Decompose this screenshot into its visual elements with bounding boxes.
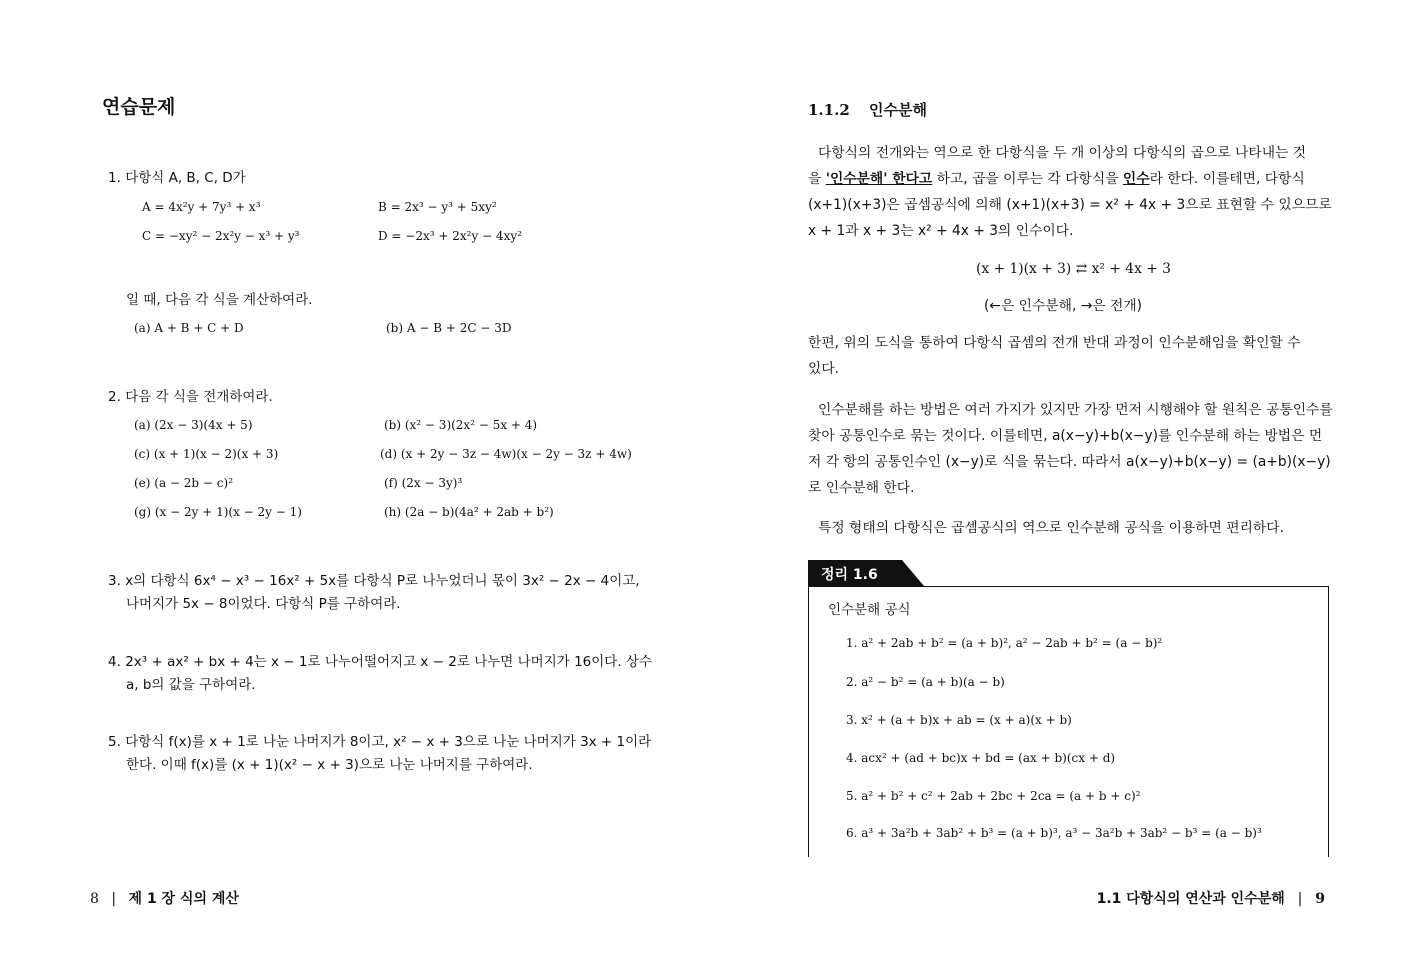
section-heading bbox=[808, 99, 927, 120]
text-run: 을 bbox=[808, 171, 826, 187]
formula-item: 6. a³ + 3a²b + 3ab² + b³ = (a + b)³, a³ − 3a²b + 3ab² − b³ = (a − b)³ bbox=[846, 826, 1262, 840]
paragraph-line: 한편, 위의 도식을 통하여 다항식 곱셈의 전개 반대 과정이 인수분해임을 확인할 수 bbox=[808, 335, 1301, 351]
problem-part: (g) (x − 2y + 1)(x − 2y − 1) bbox=[134, 505, 302, 519]
theorem-tab bbox=[808, 560, 924, 586]
page-number: 8 bbox=[90, 891, 99, 907]
problem-part: (b) A − B + 2C − 3D bbox=[386, 321, 512, 335]
formula-item: 3. x² + (a + b)x + ab = (x + a)(x + b) bbox=[846, 713, 1072, 727]
term-factor: 인수 bbox=[1122, 171, 1150, 187]
section-number: 1.1.2 bbox=[808, 101, 850, 119]
problem-text: x의 다항식 6x⁴ − x³ − 16x² + 5x를 다항식 P로 나누었더니 몫이 3x² − 2x − 4이고, bbox=[125, 573, 640, 589]
paragraph-line bbox=[808, 166, 1305, 192]
problem-5 bbox=[108, 730, 651, 750]
problem-number: 3. bbox=[108, 573, 121, 589]
formula-item: 2. a² − b² = (a + b)(a − b) bbox=[846, 675, 1005, 689]
paragraph-line: 다항식의 전개와는 역으로 한 다항식을 두 개 이상의 다항식의 곱으로 나타내는 것 bbox=[818, 145, 1307, 161]
def-b: B = 2x³ − y³ + 5xy² bbox=[378, 200, 497, 214]
problem-text-cont: a, b의 값을 구하여라. bbox=[126, 677, 256, 693]
section-title: 인수분해 bbox=[869, 101, 927, 119]
problem-stem: 다음 각 식을 전개하여라. bbox=[125, 389, 273, 405]
formula-item: 5. a² + b² + c² + 2ab + 2bc + 2ca = (a + b + c)² bbox=[846, 789, 1141, 803]
problem-part: (e) (a − 2b − c)² bbox=[134, 476, 234, 490]
chapter-title: 제 1 장 식의 계산 bbox=[128, 891, 239, 907]
problem-part: (c) (x + 1)(x − 2)(x + 3) bbox=[134, 447, 279, 461]
paragraph-line: (x+1)(x+3)은 곱셈공식에 의해 (x+1)(x+3) = x² + 4x + 3으로 표현할 수 있으므로 bbox=[808, 197, 1332, 213]
page-title: 연습문제 bbox=[102, 96, 176, 118]
term-factorize: '인수분해' 한다고 bbox=[825, 171, 933, 187]
problem-part: (a) A + B + C + D bbox=[134, 321, 244, 335]
paragraph-line: 특정 형태의 다항식은 곱셈공식의 역으로 인수분해 공식을 이용하면 편리하다. bbox=[818, 520, 1284, 536]
footer-separator: | bbox=[111, 891, 117, 907]
paragraph-line: 있다. bbox=[808, 361, 840, 377]
paragraph-line: 저 각 항의 공통인수인 (x−y)로 식을 묶는다. 따라서 a(x−y)+b(x−y) = (a+b)(x−y) bbox=[808, 454, 1331, 470]
right-footer bbox=[1097, 888, 1325, 908]
problem-number: 4. bbox=[108, 654, 121, 670]
paragraph-line: x + 1과 x + 3는 x² + 4x + 3의 인수이다. bbox=[808, 223, 1074, 239]
paragraph-line: 인수분해를 하는 방법은 여러 가지가 있지만 가장 먼저 시행해야 할 원칙은 공통인수를 bbox=[818, 402, 1333, 418]
formula-item: 1. a² + 2ab + b² = (a + b)², a² − 2ab + b² = (a − b)² bbox=[846, 636, 1163, 650]
problem-3 bbox=[108, 569, 640, 589]
problem-part: (h) (2a − b)(4a² + 2ab + b²) bbox=[384, 505, 554, 519]
text-run: 하고, 곱을 이루는 각 다항식을 bbox=[932, 171, 1123, 187]
problem-part: (a) (2x − 3)(4x + 5) bbox=[134, 418, 253, 432]
problem-instruction: 일 때, 다음 각 식을 계산하여라. bbox=[126, 292, 313, 308]
def-c: C = −xy² − 2x²y − x³ + y³ bbox=[142, 229, 300, 243]
problem-text: 2x³ + ax² + bx + 4는 x − 1로 나누어떨어지고 x − 2로 나누면 나머지가 16이다. 상수 bbox=[125, 654, 652, 670]
def-a: A = 4x²y + 7y³ + x³ bbox=[142, 200, 261, 214]
display-note: (←은 인수분해, →은 전개) bbox=[984, 298, 1143, 314]
problem-number: 2. bbox=[108, 389, 121, 405]
problem-text-cont: 한다. 이때 f(x)를 (x + 1)(x² − x + 3)으로 나눈 나머지를 구하여라. bbox=[126, 757, 533, 773]
problem-stem: 다항식 A, B, C, D가 bbox=[125, 170, 246, 186]
problem-part: (d) (x + 2y − 3z − 4w)(x − 2y − 3z + 4w) bbox=[380, 447, 632, 461]
problem-4 bbox=[108, 650, 652, 670]
paragraph-line: 찾아 공통인수로 묶는 것이다. 이를테면, a(x−y)+b(x−y)를 인수분해 하는 방법은 먼 bbox=[808, 428, 1323, 444]
section-running-title: 1.1 다항식의 연산과 인수분해 bbox=[1096, 891, 1285, 907]
problem-text: 다항식 f(x)를 x + 1로 나눈 나머지가 8이고, x² − x + 3으로 나눈 나머지가 3x + 1이라 bbox=[125, 734, 652, 750]
problem-number: 1. bbox=[108, 170, 121, 186]
problem-number: 5. bbox=[108, 734, 121, 750]
problem-part: (b) (x² − 3)(2x² − 5x + 4) bbox=[384, 418, 538, 432]
display-equation: (x + 1)(x + 3) ⇄ x² + 4x + 3 bbox=[976, 261, 1171, 277]
def-d: D = −2x³ + 2x²y − 4xy² bbox=[378, 229, 522, 243]
problem-1 bbox=[108, 166, 246, 186]
formula-item: 4. acx² + (ad + bc)x + bd = (ax + b)(cx + d) bbox=[846, 751, 1116, 765]
problem-text-cont: 나머지가 5x − 8이었다. 다항식 P를 구하여라. bbox=[126, 596, 401, 612]
theorem-label: 정리 1.6 bbox=[821, 567, 878, 583]
theorem-heading: 인수분해 공식 bbox=[828, 602, 911, 618]
paragraph-line: 로 인수분해 한다. bbox=[808, 480, 915, 496]
problem-2 bbox=[108, 385, 273, 405]
text-run: 라 한다. 이를테면, 다항식 bbox=[1149, 171, 1305, 187]
footer-separator: | bbox=[1297, 891, 1303, 907]
left-footer bbox=[90, 888, 239, 908]
problem-part: (f) (2x − 3y)³ bbox=[384, 476, 463, 490]
page-number: 9 bbox=[1315, 891, 1325, 907]
